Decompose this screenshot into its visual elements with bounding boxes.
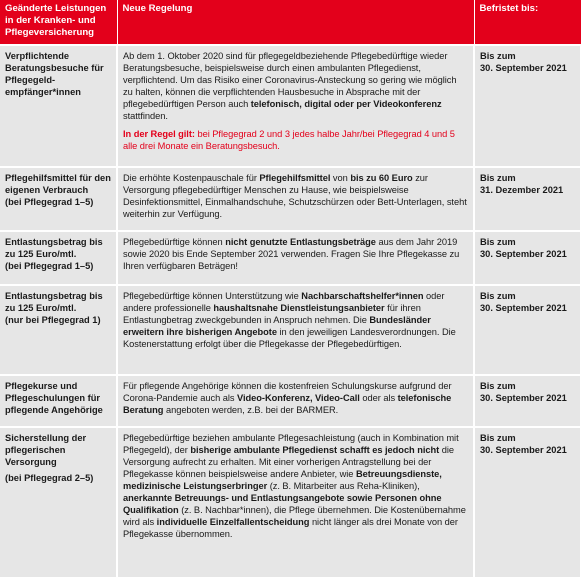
row-deadline: Bis zum 30. September 2021	[474, 375, 581, 427]
table-header-row	[0, 0, 581, 45]
row-regulation: Pflegebedürftige beziehen ambulante Pflegesachleistung (auch in Kombination mit Pflegegeld), der bisherige ambulante Pflegedienst schafft es jedoch nicht die Versorgung aufrecht zu erhalten. Mit einer vorherigen Antragstellung bei der Pflegekasse können beispielsweise andere Anbieter, wie Betreuungsdienste, medizinische Leistungserbringer (z. B. Mitarbeiter aus Reha-Kliniken), anerkannte Betreuungs- und Entlastungsangebote sowie Personen ohne Qualifikation (z. B. Nachbar*innen), die Pflege übernehmen. Die Kostenübernahme wird als individuelle Einzelfallentscheidung nicht länger als drei Monate von der Pflegekasse übernommen.	[117, 427, 474, 577]
row-label: Entlastungsbetrag bis zu 125 Euro/mtl. (bei Pflegegrad 1–5)	[0, 231, 117, 285]
row-label: Pflegekurse und Pflegeschulungen für pflegende Angehörige	[0, 375, 117, 427]
header-new-regulation: Neue Regelung	[117, 0, 474, 45]
table-row	[0, 45, 581, 167]
row-deadline: Bis zum 30. September 2021	[474, 427, 581, 577]
table-row	[0, 427, 581, 577]
table-row	[0, 167, 581, 231]
row-label: Sicherstellung der pflegerischen Versorgung (bei Pflegegrad 2–5)	[0, 427, 117, 577]
table-row	[0, 375, 581, 427]
row-regulation: Für pflegende Angehörige können die kostenfreien Schulungskurse aufgrund der Corona-Pandemie auch als Video-Konferenz, Video-Call oder als telefonische Beratung angeboten werden, z.B. bei der BARMER.	[117, 375, 474, 427]
row-regulation: Die erhöhte Kostenpauschale für Pflegehilfsmittel von bis zu 60 Euro zur Versorgung pflegebedürftiger Menschen zu Hause, wie beispielsweise Desinfektionsmittel, Einmalhandschuhe, Schutzschürzen oder Bett-Unterlagen, steht weiterhin zur Verfügung.	[117, 167, 474, 231]
row-regulation: Pflegebedürftige können Unterstützung wie Nachbarschaftshelfer*innen oder andere professionelle haushaltsnahe Dienstleistungsanbieter für ihren Entlastungbetrag zweckgebunden in Anspruch nehmen. Die Bundesländer erweitern ihre bisherigen Angebote in den jeweiligen Landesverordnungen. Die Kostenerstattung erfolgt über die Pflegekasse der Pflegebedürftigen.	[117, 285, 474, 375]
row-deadline: Bis zum 31. Dezember 2021	[474, 167, 581, 231]
row-label: Verpflichtende Beratungsbesuche für Pflegegeld-empfänger*innen	[0, 45, 117, 167]
table-row	[0, 231, 581, 285]
row-label: Pflegehilfsmittel für den eigenen Verbrauch (bei Pflegegrad 1–5)	[0, 167, 117, 231]
header-limited-until: Befristet bis:	[474, 0, 581, 45]
header-changed-benefits: Geänderte Leistungen in der Kranken- und Pflegeversicherung	[0, 0, 117, 45]
row-deadline: Bis zum 30. September 2021	[474, 285, 581, 375]
row-regulation: Pflegebedürftige können nicht genutzte Entlastungsbeträge aus dem Jahr 2019 sowie 2020 bis Ende September 2021 verwenden. Fragen Sie Ihre Pflegekasse zu Ihren verfügbaren Beträgen!	[117, 231, 474, 285]
row-deadline: Bis zum 30. September 2021	[474, 231, 581, 285]
row-regulation: Ab dem 1. Oktober 2020 sind für pflegegeldbeziehende Pflegebedürftige wieder Beratungsbesuche, beispielsweise durch einen ambulanten Pflegedienst, verpflichtend. Um das Risiko einer Coronavirus-Ansteckung so gering wie möglich zu halten, können die verpflichtenden Hausbesuche in Absprache mit der pflegebedürftigen Person auch telefonisch, digital oder per Videokonferenz stattfinden. In der Regel gilt: bei Pflegegrad 2 und 3 jedes halbe Jahr/bei Pflegegrad 4 und 5 alle drei Monate ein Beratungsbesuch.	[117, 45, 474, 167]
row-label: Entlastungsbetrag bis zu 125 Euro/mtl. (nur bei Pflegegrad 1)	[0, 285, 117, 375]
row-deadline: Bis zum 30. September 2021	[474, 45, 581, 167]
table-row	[0, 285, 581, 375]
